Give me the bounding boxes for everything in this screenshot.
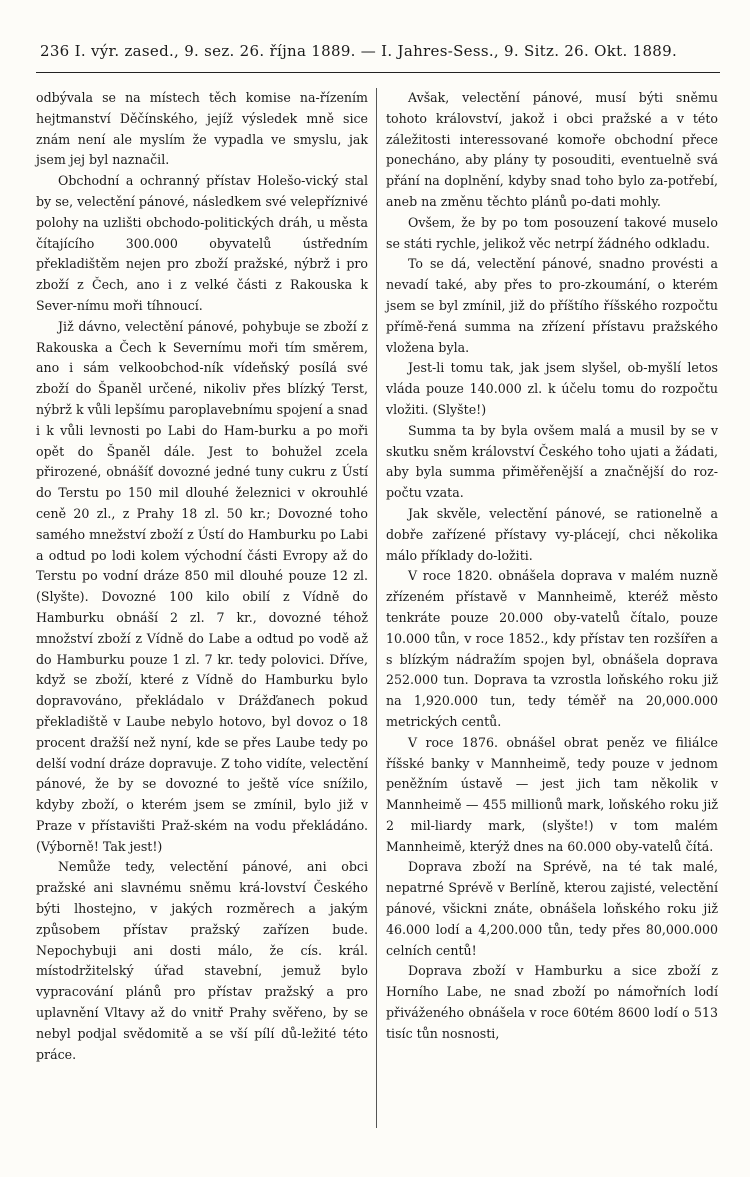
right-column <box>386 88 718 1045</box>
right-paragraph-4: Jest-li tomu tak, jak jsem slyšel, ob-myšlí letos vláda pouze 140.000 zl. k účelu tomu do rozpočtu vložiti. (Slyšte!) <box>386 360 718 417</box>
column-divider <box>376 88 377 1128</box>
page-header: 236 I. výr. zased., 9. sez. 26. října 1889. — I. Jahres-Sess., 9. Sitz. 26. Okt. 1889. <box>40 42 678 60</box>
right-paragraph-6: Jak skvěle, velectění pánové, se rationelně a dobře zařízené přístavy vy-plácejí, chci několika málo příklady do-ložiti. <box>386 505 718 563</box>
right-paragraph-5: Summa ta by byla ovšem malá a musil by se v skutku sněm království Českého toho ujati a žádati, aby byla summa přiměřenější a značnější do roz-počtu vzata. <box>386 422 718 501</box>
right-paragraph-9: Doprava zboží na Sprévě, na té tak malé, nepatrné Sprévě v Berlíně, kterou zajisté, velectění pánové, všickni znáte, obnášela loňského roku již 46.000 lodí a 4,200.000 tůn, tedy přes 80,000.000 celních centů! <box>386 859 718 958</box>
left-paragraph-1: odbývala se na místech těch komise na-řízením hejtmanství Děčínského, jejíž výsledek mně sice znám není ale myslím že vypadla ve smyslu, jak jsem jej byl naznačil. <box>36 90 368 168</box>
left-paragraph-3: Již dávno, velectění pánové, pohybuje se zboží z Rakouska a Čech k Severnímu moři tím směrem, ano i sám velkoobchod-ník vídeňský posílá své zboží do Španěl určené, nikoliv přes blízký Terst, nýbrž k vůli lepšímu paroplavebnímu spojení a snad i k vůli levnosti po Labi do Ham-burku a po moři opět do Španěl dále. Jest to bohužel zcela přirozené, obnášíť dovozné jedné tuny cukru z Ústí do Terstu po 150 mil dlouhé železnici v okrouhlé ceně 20 zl., z Prahy 18 zl. 50 kr.; Dovozné toho samého mnežství zboží z Ústí do Hamburku po Labi a odtud po lodi kolem východní části Evropy až do Terstu po vodní dráze 850 mil dlouhé pouze 12 zl. (Slyšte). Dovozné 100 kilo obilí z Vídně do Hamburku obnáší 2 zl. 7 kr., dovozné téhož množství zboží z Vídně do Labe a odtud po vodě až do Hamburku pouze 1 zl. 7 kr. tedy polovici. Dříve, když se zboží, které z Vídně do Hamburku bylo dopravováno, překládalo v Drážďanech pokud překladiště v Laube nebylo hotovo, byl dovoz o 18 procent dražší než nyní, kde se přes Laube tedy po delší vodní dráze dopravuje. Z toho vidíte, velectění pánové, že by se dovozné to ještě více snížilo, kdyby zboží, o kterém jsem se zmínil, bylo již v Praze v přístavišti Praž-ském na vodu překládáno. (Výborně! Tak jest!) <box>36 318 368 854</box>
left-paragraph-4: Nemůže tedy, velectění pánové, ani obci pražské ani slavnému sněmu krá-lovství Českého býti lhostejno, v jakých rozměrech a jakým způsobem přístav pražský zařízen bude. Nepochybuji ani dosti málo, že cís. král. místodržitelský úřad stavební, jemuž bylo vypracování plánů pro přístav pražský a pro uplavnění Vltavy až do vnitř Prahy svěřeno, by se nebyl podjal svědomitě a se vší pílí dů-ležité této práce. <box>36 859 368 1062</box>
left-paragraph-2: Obchodní a ochranný přístav Holešo-vický stal by se, velectění pánové, následkem své velepříznivé polohy na uzlišti obchodo-politických dráh, u města čítajícího 300.000 obyvatelů ústředním překladištěm nejen pro zboží pražské, nýbrž i pro zboží z Čech, ano i z velké části z Rakouska k Sever-nímu moři tíhnoucí. <box>36 173 368 313</box>
right-paragraph-1: Avšak, velectění pánové, musí býti sněmu tohoto království, jakož i obci pražské a v této záležitosti interessované komoře obchodní přece ponecháno, aby plány ty posouditi, eventuelně svá přání na doplnění, kdyby snad toho bylo za-potřebí, aneb na změnu těchto plánů po-dati mohly. <box>386 90 718 209</box>
left-column <box>36 88 368 1065</box>
right-paragraph-7: V roce 1820. obnášela doprava v malém nuzně zřízeném přístavě v Mannheimě, kteréž město tenkráte pouze 20.000 oby-vatelů čítalo, pouze 10.000 tůn, v roce 1852., kdy přístav ten rozšířen a s blízkým nádražím spojen byl, obnášela doprava 252.000 tun. Doprava ta vzrostla loňského roku již na 1,920.000 tun, tedy téměř na 20,000.000 metrických centů. <box>386 568 718 729</box>
right-paragraph-3: To se dá, velectění pánové, snadno provésti a nevadí také, aby přes to pro-zkoumání, o kterém jsem se byl zmínil, již do příštího říšského rozpočtu přímě-řená summa na zřízení přístavu pražského vložena byla. <box>386 256 718 355</box>
right-paragraph-10: Doprava zboží v Hamburku a sice zboží z Horního Labe, ne snad zboží po námořních lodí přiváženého obnášela v roce 60tém 8600 lodí o 513 tisíc tůn nosnosti, <box>386 963 718 1041</box>
right-paragraph-2: Ovšem, že by po tom posouzení takové muselo se státi rychle, jelikož věc netrpí žádného odkladu. <box>386 214 718 251</box>
right-paragraph-8: V roce 1876. obnášel obrat peněz ve filiálce říšské banky v Mannheimě, tedy pouze v jednom peněžním ústavě — jest jich tam několik v Mannheimě — 455 millionů mark, loňského roku již 2 mil-liardy mark, (slyšte!) v tom malém Mannheimě, kterýž dnes na 60.000 oby-vatelů čítá. <box>386 734 718 854</box>
header-rule <box>36 72 720 73</box>
